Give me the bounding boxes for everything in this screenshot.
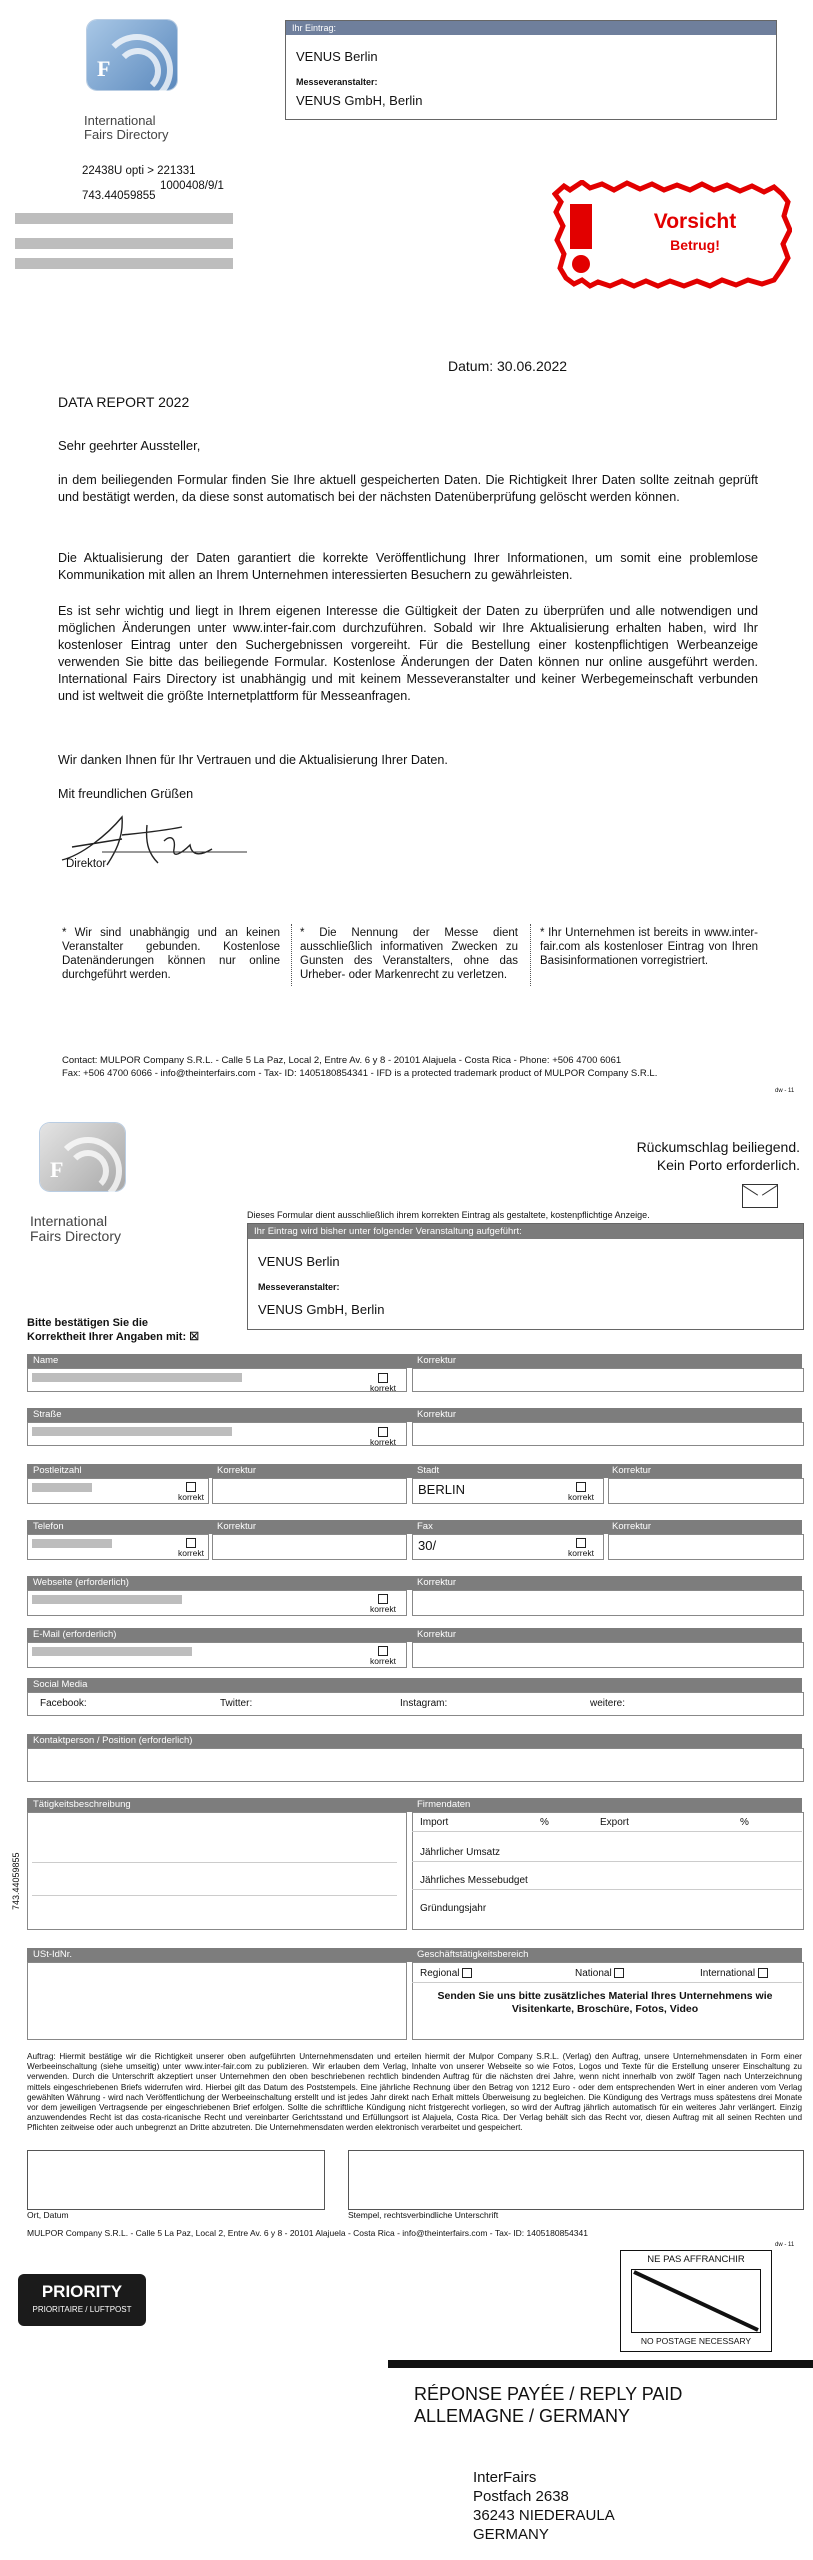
- fax-correction-field[interactable]: [608, 1534, 804, 1560]
- warning-sign: [552, 180, 792, 290]
- material-note: Senden Sie uns bitte zusätzliches Material Ihres Unternehmens wie Visitenkarte, Broschüre, Fotos, Video: [437, 1990, 773, 2015]
- national-option[interactable]: [575, 1968, 624, 1979]
- vat-row-header: [27, 1948, 802, 1962]
- export-label: Export: [600, 1817, 629, 1828]
- entry-name: VENUS Berlin: [258, 1254, 340, 1269]
- business-area-label: Geschäftstätigkeitsbereich: [417, 1949, 529, 1960]
- website-correction-label: Korrektur: [417, 1577, 457, 1588]
- signature-field[interactable]: [348, 2150, 804, 2210]
- vat-label: USt-IdNr.: [33, 1949, 73, 1960]
- note-column-3: * Ihr Unternehmen ist bereits in www.inter-fair.com als kostenloser Eintrag von Ihren Basisinformationen vorregistriert.: [540, 927, 758, 967]
- place-date-field[interactable]: [27, 2150, 325, 2210]
- warning-subtitle: Betrug!: [670, 237, 720, 253]
- footer-contact: Contact: MULPOR Company S.R.L. - Calle 5 La Paz, Local 2, Entre Av. 6 y 8 - 20101 Alajuela - Costa Rica - Phone: +506 4700 6061: [62, 1055, 622, 1066]
- letter-date: Datum: 30.06.2022: [448, 358, 568, 374]
- logo-line-1: International: [30, 1213, 108, 1229]
- export-percent: %: [740, 1817, 749, 1828]
- warning-sign-icon: [552, 180, 792, 290]
- closing: Mit freundlichen Grüßen: [58, 787, 194, 801]
- address-line-2: Postfach 2638: [473, 2488, 569, 2505]
- order-terms: Auftrag: Hiermit bestätige wir die Richtigkeit unserer oben aufgeführten Unternehmensdaten und erteilen hiermit der Mulpor Company S.R.L. (Verlag) den Auftrag, unsere Unternehmensdaten in Form einer Werbeeinschaltung (siehe umseitig) unter www.inter-fair.com zu publizieren. Wir erlauben dem Verlag, Inhalte von unserer Webseite so wie Fotos, Logos und Texte für die Erstellung unserer Einschaltung zu verwenden. Durch die Unterschrift akzeptiert unser Unternehmen den oben beschriebenen rechtlich bindenden Auftrag für die nächsten drei Jahre, wenn nicht innerhalb von zwölf Tagen nach Unterzeichnung mittels eingeschriebenen Briefs widerrufen wird. Hierbei gilt das Datum des Poststempels. Eine jährliche Rechnung über den Betrag von 1212 Euro - oder dem entsprechenden Wert in einer anderen vom Verlag gewählten Währung - wird nach Veröffentlichung der Werbeeinschaltung erstellt und ist jedes Jahr direkt nach Erhalt mittels Überweisung zu begleichen. Die Kündigung des Vertrags muss spätestens drei Monate vor dem jeweiligen Vertragsende per eingeschriebenen Brief erfolgen. Sollte die schriftliche Kündigung nicht fristgerecht vorliegen, so wird der Auftrag jährlich automatisch für ein weiteres Jahr verlängert. Einzig anzuwendendes Recht ist das costa-ricanische Recht und vereinbarter Gerichtsstand und Erfüllungsort ist Alajuela, Costa Rica. Der Verlag behält sich das Recht vor, diesen Auftrag mit all seinen Rechten und Pflichten zeitweise oder auch unbegrenzt an Dritte abzutreten. Die Unternehmensdaten werden elektronisch verarbeitet und gespeichert.: [27, 2052, 802, 2133]
- korrekt-label: korrekt: [178, 1547, 204, 1558]
- zip-korrekt-check[interactable]: [178, 1481, 204, 1502]
- entry-name: VENUS Berlin: [296, 49, 378, 64]
- redacted-website: [32, 1595, 182, 1604]
- fax-label: Fax: [417, 1521, 433, 1532]
- footer-fax: Fax: +506 4700 6066 - info@theinterfairs.com - Tax- ID: 1405180854341 - IFD is a protected trademark product of MULPOR Company S.R.L.: [62, 1068, 658, 1079]
- zip-correction-field[interactable]: [212, 1478, 407, 1504]
- contact-label: Kontaktperson / Position (erforderlich): [33, 1735, 193, 1746]
- korrekt-label: korrekt: [370, 1603, 396, 1614]
- ref-line-2: 1000408/9/1: [160, 180, 224, 192]
- email-correction-field[interactable]: [412, 1642, 804, 1668]
- international-label: International: [700, 1968, 756, 1979]
- street-row-header: [27, 1408, 802, 1422]
- korrekt-label: korrekt: [370, 1655, 396, 1666]
- import-label: Import: [420, 1817, 449, 1828]
- name-correction-label: Korrektur: [417, 1355, 457, 1366]
- national-label: National: [575, 1968, 612, 1979]
- name-row-header: [27, 1354, 802, 1368]
- priority-subtext: PRIORITAIRE / LUFTPOST: [32, 2305, 132, 2314]
- twitter-label: Twitter:: [220, 1698, 253, 1709]
- website-correction-field[interactable]: [412, 1590, 804, 1616]
- activity-line-1: [32, 1862, 397, 1863]
- phone-korrekt-check[interactable]: [178, 1537, 204, 1558]
- redacted-address-1: [15, 213, 233, 224]
- stamp-box: [631, 2269, 761, 2333]
- entry-organizer: VENUS GmbH, Berlin: [296, 93, 423, 108]
- street-korrekt-check[interactable]: [370, 1426, 396, 1447]
- fax-correction-label: Korrektur: [612, 1521, 652, 1532]
- activity-row-header: [27, 1798, 802, 1812]
- form-page-code: dw - 11: [775, 2242, 795, 2248]
- paragraph-4: Wir danken Ihnen für Ihr Vertrauen und die Aktualisierung Ihrer Daten.: [58, 753, 448, 767]
- column-divider-2: [530, 924, 532, 986]
- ifd-logo: F: [87, 20, 177, 90]
- stamp-bottom-text: NO POSTAGE NECESSARY: [640, 2336, 752, 2346]
- form-footer: MULPOR Company S.R.L. - Calle 5 La Paz, Local 2, Entre Av. 6 y 8 - 20101 Alajuela - Costa Rica - info@theinterfairs.com - Tax- ID: 1405180854341: [27, 2228, 588, 2238]
- place-date-label: Ort, Datum: [27, 2210, 69, 2220]
- activity-field[interactable]: [27, 1812, 407, 1930]
- korrekt-label: korrekt: [370, 1436, 396, 1447]
- facebook-label: Facebook:: [40, 1698, 87, 1709]
- confirm-line-1: Bitte bestätigen Sie die: [27, 1317, 149, 1329]
- contact-field[interactable]: [27, 1748, 804, 1782]
- note-column-2: * Die Nennung der Messe dient ausschließlich informativen Zwecken zu Gunsten des Veranstalters, ohne das Urheber- oder Markenrecht zu verletzen.: [300, 927, 518, 981]
- entry-box-2: [247, 1223, 804, 1330]
- redacted-address-3: [15, 258, 233, 269]
- letter-page: [0, 0, 813, 1100]
- redacted-address-2: [15, 238, 233, 249]
- address-line-1: InterFairs: [473, 2469, 537, 2486]
- paragraph-3: Es ist sehr wichtig und liegt in Ihrem eigenen Interesse die Gültigkeit der Daten zu überprüfen und alle notwendigen und möglichen Änderungen unter www.inter-fair.com durchzuführen. Sobald wir Ihre Aktualisierung erhalten haben, wird Ihr kostenloser Eintrag unter den Suchergebnissen vorgereiht. Für die Bestellung einer kostenpflichtigen Werbeanzeige verwenden Sie bitte das beiliegende Formular. Kostenlose Änderungen der Daten können nur online ausgeführt werden. International Fairs Directory ist unabhängig und mit keinem Messeveranstalter und keiner Werbegemeinschaft verbunden und ist weltweit die größte Internetplattform für Messeanfragen.: [58, 604, 758, 703]
- website-korrekt-check[interactable]: [370, 1593, 396, 1614]
- korrekt-label: korrekt: [568, 1491, 594, 1502]
- logo-line-2: Fairs Directory: [84, 127, 169, 142]
- logo-line-2: Fairs Directory: [30, 1228, 122, 1244]
- phone-correction-label: Korrektur: [217, 1521, 257, 1532]
- business-divider: [412, 1982, 802, 1983]
- email-row-header: [27, 1628, 802, 1642]
- column-divider-1: [291, 924, 293, 986]
- address-line-4: GERMANY: [473, 2526, 549, 2543]
- address-line-3: 36243 NIEDERAULA: [473, 2507, 615, 2524]
- weitere-label: weitere:: [590, 1698, 626, 1709]
- paragraph-2: Die Aktualisierung der Daten garantiert die korrekte Veröffentlichung Ihrer Informationen, um somit eine problemlose Kommunikation mit allen an Ihrem Unternehmen interessierten Besuchern zu gewährleisten.: [58, 551, 758, 582]
- zip-city-row-header: [27, 1464, 802, 1478]
- fax-korrekt-check[interactable]: [568, 1537, 594, 1558]
- city-correction-field[interactable]: [608, 1478, 804, 1504]
- fax-value: 30/: [418, 1538, 437, 1553]
- priority-text: PRIORITY: [41, 2282, 123, 2301]
- form-notice: Dieses Formular dient ausschließlich ihrem korrekten Eintrag als gestaltete, kostenpflichtige Anzeige.: [247, 1210, 650, 1220]
- street-correction-label: Korrektur: [417, 1409, 457, 1420]
- website-label: Webseite (erforderlich): [33, 1577, 129, 1588]
- zip-label: Postleitzahl: [33, 1465, 82, 1476]
- note-column-1: * Wir sind unabhängig und an keinen Veranstalter gebunden. Kostenlose Datenänderungen können nur online durchgeführt werden.: [62, 927, 280, 981]
- warning-title: Vorsicht: [653, 210, 737, 233]
- budget-label: Jährliches Messebudget: [420, 1875, 528, 1886]
- revenue-label: Jährlicher Umsatz: [420, 1847, 501, 1858]
- redacted-name: [32, 1373, 242, 1382]
- email-correction-label: Korrektur: [417, 1629, 457, 1640]
- founding-year-label: Gründungsjahr: [420, 1903, 487, 1914]
- signature-label: Stempel, rechtsverbindliche Unterschrift: [348, 2210, 499, 2220]
- social-label: Social Media: [33, 1679, 88, 1690]
- order-form-page: [0, 1110, 813, 2230]
- city-correction-label: Korrektur: [612, 1465, 652, 1476]
- city-value: BERLIN: [418, 1482, 465, 1497]
- company-data-label: Firmendaten: [417, 1799, 471, 1810]
- logo-text: [84, 114, 169, 142]
- phone-correction-field[interactable]: [212, 1534, 407, 1560]
- confirm-checkbox-icon: ☒: [189, 1331, 200, 1343]
- paragraph-1: in dem beiliegenden Formular finden Sie Ihre aktuell gespeicherten Daten. Die Richtigkeit Ihrer Daten sollte zeitnah geprüft und bestätigt werden, da diese sonst automatisch bei der nächsten Datenüberprüfung gelöscht werden können.: [58, 473, 758, 504]
- envelope-bar: [388, 2360, 813, 2368]
- redacted-street: [32, 1427, 232, 1436]
- contact-row-header: [27, 1734, 802, 1748]
- ref-line-3: 743.44059855: [82, 190, 156, 202]
- entry-organizer: VENUS GmbH, Berlin: [258, 1302, 385, 1317]
- redacted-phone: [32, 1539, 112, 1548]
- instagram-label: Instagram:: [400, 1698, 448, 1709]
- page-code: dw - 11: [775, 1088, 795, 1094]
- redacted-email: [32, 1647, 192, 1656]
- entry-box-header: Ihr Eintrag:: [286, 21, 776, 35]
- redacted-zip: [32, 1483, 92, 1492]
- import-percent: %: [540, 1817, 549, 1828]
- regional-label: Regional: [420, 1968, 460, 1979]
- reply-line-2: Kein Porto erforderlich.: [656, 1157, 800, 1173]
- confirm-instructions: [27, 1316, 199, 1344]
- country-text: ALLEMAGNE / GERMANY: [414, 2406, 631, 2426]
- email-korrekt-check[interactable]: [370, 1645, 396, 1666]
- priority-label: [18, 2274, 146, 2326]
- international-option[interactable]: [700, 1968, 768, 1979]
- activity-line-2: [32, 1895, 397, 1896]
- zip-correction-label: Korrektur: [217, 1465, 257, 1476]
- activity-label: Tätigkeitsbeschreibung: [33, 1799, 131, 1810]
- reply-paid-text: RÉPONSE PAYÉE / REPLY PAID: [414, 2384, 683, 2404]
- logo-line-1: International: [84, 113, 156, 128]
- city-korrekt-check[interactable]: [568, 1481, 594, 1502]
- entry-organizer-label: Messeveranstalter:: [258, 1282, 340, 1292]
- phone-label: Telefon: [33, 1521, 64, 1532]
- ifd-logo-2: F: [40, 1123, 125, 1191]
- side-number: 743.44059855: [11, 1852, 21, 1910]
- company-divider-2: [412, 1861, 802, 1862]
- confirm-line-2: Korrektheit Ihrer Angaben mit:: [27, 1331, 187, 1343]
- email-label: E-Mail (erforderlich): [33, 1629, 117, 1640]
- envelope-icon: [742, 1184, 778, 1208]
- social-row-header: [27, 1678, 802, 1692]
- entry-box-header: Ihr Eintrag wird bisher unter folgender Veranstaltung aufgeführt:: [248, 1224, 803, 1239]
- street-correction-field[interactable]: [412, 1422, 804, 1446]
- salutation: Sehr geehrter Aussteller,: [58, 438, 201, 453]
- phone-fax-row-header: [27, 1520, 802, 1534]
- name-label: Name: [33, 1355, 59, 1366]
- name-korrekt-check[interactable]: [370, 1372, 396, 1393]
- regional-option[interactable]: [420, 1968, 472, 1979]
- no-postage-stamp: [620, 2250, 772, 2352]
- return-address: [473, 2468, 615, 2544]
- korrekt-label: korrekt: [370, 1382, 396, 1393]
- report-title: DATA REPORT 2022: [58, 394, 190, 410]
- vat-field[interactable]: [27, 1962, 407, 2040]
- entry-organizer-label: Messeveranstalter:: [296, 77, 378, 87]
- stamp-slash-icon: [632, 2270, 760, 2332]
- ref-line-1: 22438U opti > 221331: [82, 165, 196, 177]
- signer-title: Direktor: [66, 858, 107, 870]
- name-correction-field[interactable]: [412, 1368, 804, 1392]
- stamp-top-text: NE PAS AFFRANCHIR: [647, 2254, 745, 2265]
- reply-note: [560, 1138, 800, 1174]
- entry-box: [285, 20, 777, 120]
- city-label: Stadt: [417, 1465, 440, 1476]
- korrekt-label: korrekt: [568, 1547, 594, 1558]
- company-divider-3: [412, 1889, 802, 1890]
- korrekt-label: korrekt: [178, 1491, 204, 1502]
- reply-line-1: Rückumschlag beiliegend.: [636, 1139, 800, 1155]
- company-divider-1: [412, 1831, 802, 1832]
- website-row-header: [27, 1576, 802, 1590]
- logo-text-2: [30, 1214, 121, 1244]
- street-label: Straße: [33, 1409, 62, 1420]
